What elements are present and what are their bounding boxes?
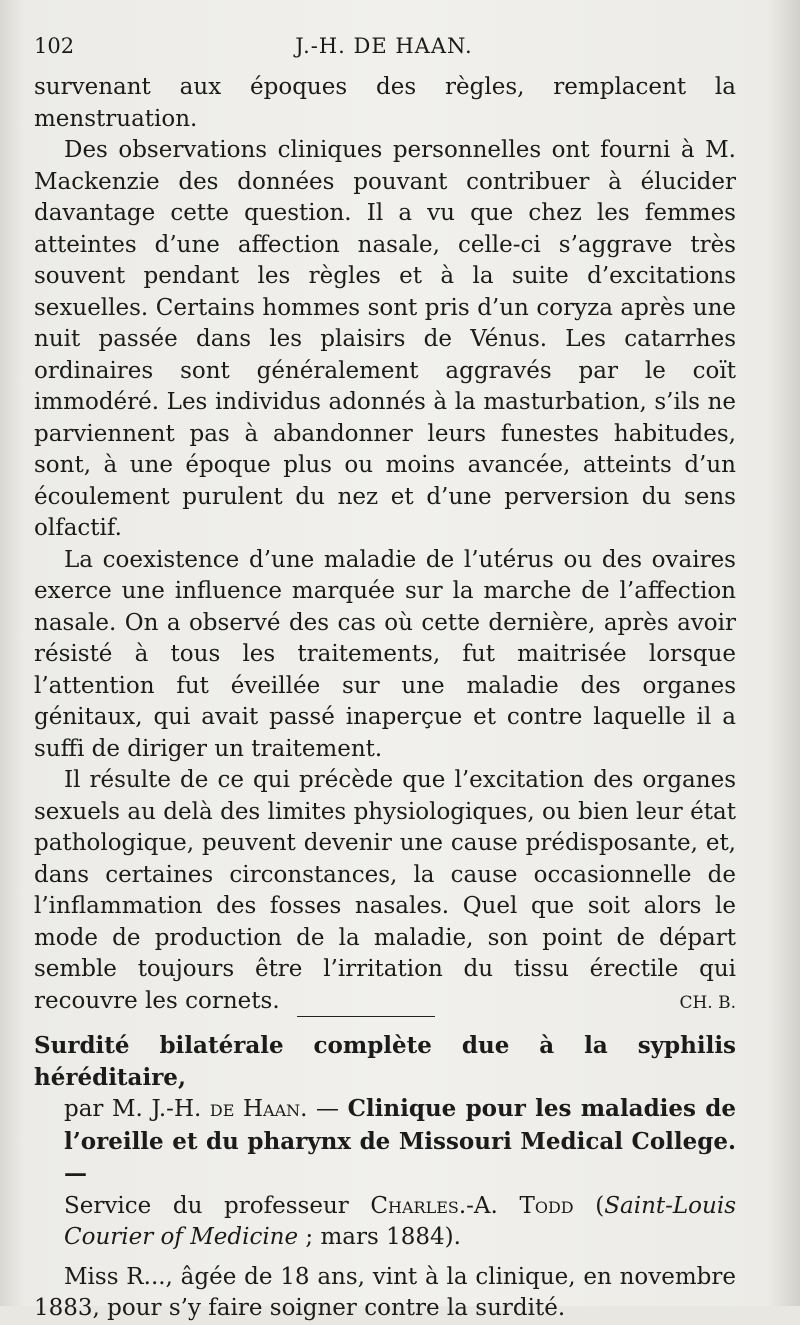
byline-separator: . —: [300, 1096, 348, 1122]
paragraph-continuation: survenant aux époques des règles, remplacent la menstruation.: [34, 74, 736, 132]
journal-name: Saint-Louis Courier of Medicine: [64, 1192, 736, 1250]
paragraph-conclusion-text: Il résulte de ce qui précède que l’excitation des organes sexuels au delà des limites physiologiques, ou bien leur état pathologique, peuvent devenir une cause prédisposante, et, dans certaines circonstances, la cause occasionnelle de l’inflammation des fosses nasales. Quel que soit alors le mode de production de la maladie, son point de départ semble toujours être l’irritation du tissu érectile qui recouvre les cornets.: [34, 767, 736, 1014]
byline-prefix: par M. J.-H.: [64, 1096, 210, 1122]
page-number: 102: [34, 34, 75, 58]
page-header: [34, 34, 734, 64]
section-divider: [297, 1016, 435, 1017]
source-date: ; mars 1884).: [298, 1224, 461, 1250]
paragraph-conclusion: [34, 765, 736, 1017]
article-source: [34, 1191, 736, 1254]
running-title: J.-H. DE HAAN.: [295, 34, 473, 58]
source-open: (: [573, 1192, 605, 1219]
paragraph-uterus-ovaries: La coexistence d’une maladie de l’utérus ou des ovaires exerce une influence marquée sur la marche de l’affection nasale. On a observé des cas où cette dernière, après avoir résisté à tous les traitements, fut maitrisée lorsque l’attention fut éveillée sur une maladie des organes génitaux, qui avait passé inaperçue et contre laquelle il a suffi de diriger un traitement.: [34, 546, 736, 762]
paragraph-mackenzie-observations: Des observations cliniques personnelles ont fourni à M. Mackenzie des données pouvant contribuer à élucider davantage cette question. Il a vu que chez les femmes atteintes d’une affection nasale, celle-ci s’aggrave très souvent pendant les règles et à la suite d’excitations sexuelles. Certains hommes sont pris d’un coryza après une nuit passée dans les plaisirs de Vénus. Les catarrhes ordinaires sont généralement aggravés par le coït immodéré. Les individus adonnés à la masturbation, s’ils ne parviennent pas à abandonner leurs funestes habitudes, sont, à une époque plus ou moins avancée, atteints d’un écoulement purulent du nez et d’une perversion du sens olfactif.: [34, 137, 736, 541]
clinic-name: Clinique pour les maladies de l’oreille et du pharynx de Missouri Medical College. —: [64, 1095, 736, 1187]
article-byline: [34, 1093, 736, 1191]
professor-name: Charles.-A. Todd: [370, 1192, 574, 1219]
article-section: [34, 1030, 736, 1325]
byline-author: de Haan: [209, 1096, 301, 1122]
service-prefix: Service du professeur: [64, 1192, 371, 1219]
body-text: [34, 72, 736, 1019]
article-title: Surdité bilatérale complète due à la syphilis héréditaire,: [34, 1032, 736, 1091]
author-signature: CH. B.: [679, 992, 736, 1013]
article-body: Miss R..., âgée de 18 ans, vint à la clinique, en novembre 1883, pour s’y faire soigner contre la surdité.: [34, 1263, 736, 1321]
